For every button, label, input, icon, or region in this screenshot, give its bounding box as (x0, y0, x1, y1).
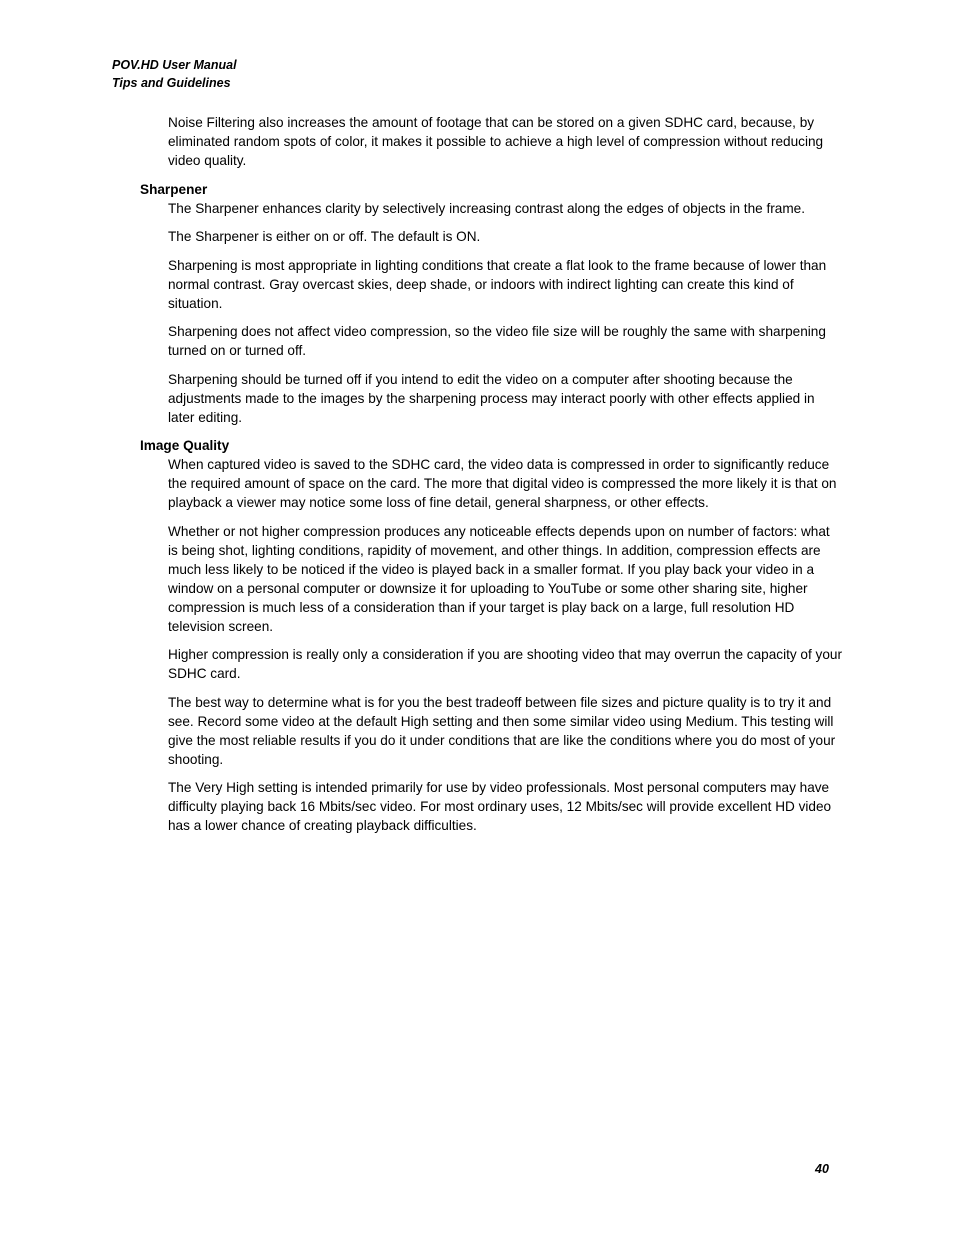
manual-title: POV.HD User Manual (112, 58, 237, 72)
paragraph: Sharpening should be turned off if you intend to edit the video on a computer after shooting because the adjustments made to the images by the sharpening process may interact poorly with other effects applied in later editing. (168, 371, 815, 425)
paragraph: The best way to determine what is for you the best tradeoff between file sizes and picture quality is to try it and see. Record some video at the default High setting and then some similar video using Medium. This testing will give the most reliable results if you do it under conditions that are like the conditions where you do most of your shooting. (168, 694, 836, 767)
paragraph: Sharpening does not affect video compression, so the video file size will be roughly the same with sharpening turned on or turned off. (168, 324, 826, 358)
section-heading-image-quality: Image Quality (140, 438, 230, 453)
paragraph: The Sharpener enhances clarity by selectively increasing contrast along the edges of objects in the frame. (168, 200, 805, 216)
paragraph: The Sharpener is either on or off. The default is ON. (168, 229, 481, 244)
section-image-quality (140, 436, 842, 835)
chapter-title: Tips and Guidelines (112, 76, 231, 90)
paragraph: Whether or not higher compression produces any noticeable effects depends upon on number of factors: what is being shot, lighting conditions, rapidity of movement, and other things. In addition, compression effects are much less likely to be noticed if the video is played back in a smaller format. If you play back your video in a window on a personal computer or downsize it for uploading to YouTube or some other sharing site, higher compression is much less of a consideration than if your target is play back on a large, full resolution HD television screen. (168, 523, 830, 634)
paragraph: The Very High setting is intended primarily for use by video professionals. Most personal computers may have difficulty playing back 16 Mbits/sec video. For most ordinary uses, 12 Mbits/sec will provide excellent HD video has a lower chance of creating playback difficulties. (168, 780, 832, 833)
page-body (140, 113, 842, 845)
page-number: 40 (815, 1162, 829, 1176)
intro-paragraph: Noise Filtering also increases the amount of footage that can be stored on a given SDHC card, because, by eliminated random spots of color, it makes it possible to achieve a high level of compression without reducing video quality. (168, 115, 824, 168)
paragraph: Higher compression is really only a consideration if you are shooting video that may overrun the capacity of your SDHC card. (168, 647, 842, 681)
section-sharpener (140, 180, 842, 427)
paragraph: Sharpening is most appropriate in lighting conditions that create a flat look to the frame because of lower than normal contrast. Gray overcast skies, deep shade, or indoors with indirect lighting can create this kind of situation. (168, 257, 827, 311)
paragraph: When captured video is saved to the SDHC card, the video data is compressed in order to significantly reduce the required amount of space on the card. The more that digital video is compressed the more likely it is that on playback a viewer may notice some loss of fine detail, general sharpness, or other effects. (168, 457, 837, 510)
section-heading-sharpener: Sharpener (140, 181, 208, 197)
running-header (112, 56, 237, 92)
